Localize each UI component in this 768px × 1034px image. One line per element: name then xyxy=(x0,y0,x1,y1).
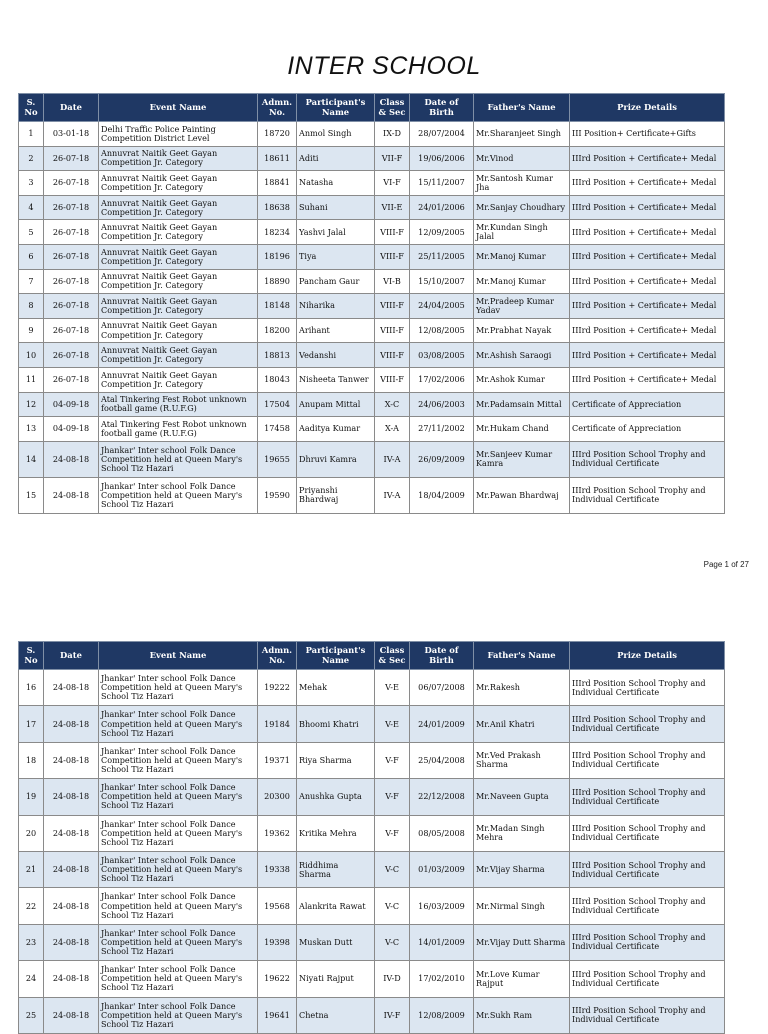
cell-father-name: Mr.Hukam Chand xyxy=(474,417,570,442)
cell-date-of-birth: 12/08/2009 xyxy=(410,997,474,1033)
cell-date-of-birth: 19/06/2006 xyxy=(410,146,474,171)
cell-date-of-birth: 22/12/2008 xyxy=(410,779,474,815)
cell-participant-name: Aditi xyxy=(297,146,375,171)
cell-participant-name: Aaditya Kumar xyxy=(297,417,375,442)
cell-admn-no: 19184 xyxy=(258,706,297,742)
cell-father-name: Mr.Ashok Kumar xyxy=(474,367,570,392)
cell-participant-name: Yashvi Jalal xyxy=(297,220,375,245)
table-row xyxy=(19,195,725,220)
cell-class-sec: IV-F xyxy=(375,997,410,1033)
cell-participant-name: Niyati Rajput xyxy=(297,961,375,997)
cell-sno: 25 xyxy=(19,997,44,1033)
cell-admn-no: 19338 xyxy=(258,851,297,887)
cell-date-of-birth: 15/11/2007 xyxy=(410,171,474,196)
cell-class-sec: IX-D xyxy=(375,122,410,147)
table-row xyxy=(19,294,725,319)
table-row xyxy=(19,441,725,477)
cell-participant-name: Alankrita Rawat xyxy=(297,888,375,924)
cell-prize-details: IIIrd Position + Certificate+ Medal xyxy=(570,244,725,269)
cell-admn-no: 19655 xyxy=(258,441,297,477)
cell-sno: 24 xyxy=(19,961,44,997)
table-row xyxy=(19,477,725,513)
cell-sno: 3 xyxy=(19,171,44,196)
table-header-row xyxy=(19,642,725,670)
cell-father-name: Mr.Kundan Singh Jalal xyxy=(474,220,570,245)
cell-participant-name: Riddhima Sharma xyxy=(297,851,375,887)
cell-date: 26-07-18 xyxy=(44,294,99,319)
header-date-of-birth: Date of Birth xyxy=(410,642,474,670)
cell-participant-name: Bhoomi Khatri xyxy=(297,706,375,742)
cell-class-sec: VIII-F xyxy=(375,294,410,319)
header-prize-details: Prize Details xyxy=(570,94,725,122)
cell-date: 26-07-18 xyxy=(44,367,99,392)
cell-sno: 18 xyxy=(19,742,44,778)
cell-father-name: Mr.Anil Khatri xyxy=(474,706,570,742)
cell-class-sec: V-C xyxy=(375,924,410,960)
cell-father-name: Mr.Vijay Dutt Sharma xyxy=(474,924,570,960)
header-father-name: Father's Name xyxy=(474,642,570,670)
cell-date-of-birth: 12/08/2005 xyxy=(410,318,474,343)
cell-event-name: Jhankar' Inter school Folk Dance Competition held at Queen Mary's School Tiz Hazari xyxy=(99,742,258,778)
cell-participant-name: Anmol Singh xyxy=(297,122,375,147)
table-row xyxy=(19,417,725,442)
header-event-name: Event Name xyxy=(99,94,258,122)
cell-admn-no: 18638 xyxy=(258,195,297,220)
cell-sno: 12 xyxy=(19,392,44,417)
cell-prize-details: IIIrd Position School Trophy and Individual Certificate xyxy=(570,924,725,960)
cell-father-name: Mr.Santosh Kumar Jha xyxy=(474,171,570,196)
cell-date: 26-07-18 xyxy=(44,195,99,220)
table-row xyxy=(19,997,725,1033)
table-row xyxy=(19,924,725,960)
header-participant-name: Participant's Name xyxy=(297,642,375,670)
cell-father-name: Mr.Pawan Bhardwaj xyxy=(474,477,570,513)
results-table-page-2 xyxy=(18,641,725,1034)
cell-date-of-birth: 03/08/2005 xyxy=(410,343,474,368)
cell-prize-details: IIIrd Position School Trophy and Individual Certificate xyxy=(570,888,725,924)
cell-admn-no: 18813 xyxy=(258,343,297,368)
cell-class-sec: VIII-F xyxy=(375,244,410,269)
cell-prize-details: IIIrd Position + Certificate+ Medal xyxy=(570,269,725,294)
cell-prize-details: IIIrd Position School Trophy and Individual Certificate xyxy=(570,997,725,1033)
cell-admn-no: 18148 xyxy=(258,294,297,319)
table-row xyxy=(19,779,725,815)
cell-admn-no: 19568 xyxy=(258,888,297,924)
header-prize-details: Prize Details xyxy=(570,642,725,670)
cell-participant-name: Niharika xyxy=(297,294,375,319)
cell-sno: 16 xyxy=(19,670,44,706)
table-row xyxy=(19,269,725,294)
cell-class-sec: V-C xyxy=(375,888,410,924)
table-row xyxy=(19,171,725,196)
cell-class-sec: VII-F xyxy=(375,146,410,171)
cell-class-sec: VIII-F xyxy=(375,343,410,368)
cell-father-name: Mr.Padamsain Mittal xyxy=(474,392,570,417)
cell-event-name: Atal Tinkering Fest Robot unknown football game (R.U.F.G) xyxy=(99,417,258,442)
cell-admn-no: 18720 xyxy=(258,122,297,147)
cell-class-sec: VIII-F xyxy=(375,220,410,245)
header-date-of-birth: Date of Birth xyxy=(410,94,474,122)
cell-date-of-birth: 24/04/2005 xyxy=(410,294,474,319)
cell-sno: 2 xyxy=(19,146,44,171)
cell-participant-name: Natasha xyxy=(297,171,375,196)
table-row xyxy=(19,367,725,392)
cell-event-name: Annuvrat Naitik Geet Gayan Competition Jr. Category xyxy=(99,195,258,220)
table-row xyxy=(19,392,725,417)
cell-prize-details: IIIrd Position + Certificate+ Medal xyxy=(570,318,725,343)
cell-sno: 21 xyxy=(19,851,44,887)
cell-event-name: Annuvrat Naitik Geet Gayan Competition Jr. Category xyxy=(99,318,258,343)
cell-date: 24-08-18 xyxy=(44,670,99,706)
cell-father-name: Mr.Rakesh xyxy=(474,670,570,706)
cell-prize-details: IIIrd Position School Trophy and Individual Certificate xyxy=(570,779,725,815)
cell-class-sec: V-F xyxy=(375,742,410,778)
cell-prize-details: IIIrd Position School Trophy and Individual Certificate xyxy=(570,815,725,851)
cell-sno: 5 xyxy=(19,220,44,245)
cell-participant-name: Arihant xyxy=(297,318,375,343)
cell-participant-name: Dhruvi Kamra xyxy=(297,441,375,477)
header-father-name: Father's Name xyxy=(474,94,570,122)
cell-admn-no: 18841 xyxy=(258,171,297,196)
cell-prize-details: IIIrd Position + Certificate+ Medal xyxy=(570,171,725,196)
cell-participant-name: Muskan Dutt xyxy=(297,924,375,960)
cell-father-name: Mr.Pradeep Kumar Yadav xyxy=(474,294,570,319)
cell-event-name: Jhankar' Inter school Folk Dance Competition held at Queen Mary's School Tiz Hazari xyxy=(99,670,258,706)
cell-date: 24-08-18 xyxy=(44,815,99,851)
cell-admn-no: 18611 xyxy=(258,146,297,171)
cell-class-sec: V-E xyxy=(375,706,410,742)
cell-event-name: Annuvrat Naitik Geet Gayan Competition Jr. Category xyxy=(99,343,258,368)
cell-participant-name: Suhani xyxy=(297,195,375,220)
cell-father-name: Mr.Manoj Kumar xyxy=(474,244,570,269)
cell-sno: 13 xyxy=(19,417,44,442)
cell-father-name: Mr.Prabhat Nayak xyxy=(474,318,570,343)
cell-event-name: Jhankar' Inter school Folk Dance Competition held at Queen Mary's School Tiz Hazari xyxy=(99,477,258,513)
cell-participant-name: Riya Sharma xyxy=(297,742,375,778)
cell-father-name: Mr.Manoj Kumar xyxy=(474,269,570,294)
table-row xyxy=(19,706,725,742)
cell-date: 26-07-18 xyxy=(44,244,99,269)
results-table-page-1 xyxy=(18,93,725,514)
cell-father-name: Mr.Madan Singh Mehra xyxy=(474,815,570,851)
table-row xyxy=(19,220,725,245)
table-body xyxy=(19,670,725,1034)
cell-class-sec: VII-E xyxy=(375,195,410,220)
cell-date: 26-07-18 xyxy=(44,343,99,368)
cell-event-name: Annuvrat Naitik Geet Gayan Competition Jr. Category xyxy=(99,146,258,171)
cell-date-of-birth: 15/10/2007 xyxy=(410,269,474,294)
cell-class-sec: V-F xyxy=(375,815,410,851)
cell-participant-name: Nisheeta Tanwer xyxy=(297,367,375,392)
cell-prize-details: IIIrd Position + Certificate+ Medal xyxy=(570,343,725,368)
cell-class-sec: IV-A xyxy=(375,441,410,477)
cell-date: 04-09-18 xyxy=(44,392,99,417)
cell-date-of-birth: 24/01/2009 xyxy=(410,706,474,742)
cell-date-of-birth: 25/04/2008 xyxy=(410,742,474,778)
cell-prize-details: IIIrd Position School Trophy and Individual Certificate xyxy=(570,477,725,513)
cell-class-sec: IV-D xyxy=(375,961,410,997)
cell-sno: 14 xyxy=(19,441,44,477)
header-event-name: Event Name xyxy=(99,642,258,670)
cell-prize-details: IIIrd Position + Certificate+ Medal xyxy=(570,195,725,220)
cell-sno: 23 xyxy=(19,924,44,960)
cell-prize-details: IIIrd Position School Trophy and Individual Certificate xyxy=(570,742,725,778)
cell-prize-details: IIIrd Position School Trophy and Individual Certificate xyxy=(570,961,725,997)
cell-admn-no: 18890 xyxy=(258,269,297,294)
cell-date-of-birth: 18/04/2009 xyxy=(410,477,474,513)
cell-participant-name: Kritika Mehra xyxy=(297,815,375,851)
cell-event-name: Jhankar' Inter school Folk Dance Competition held at Queen Mary's School Tiz Hazari xyxy=(99,706,258,742)
cell-date: 26-07-18 xyxy=(44,269,99,294)
cell-admn-no: 19222 xyxy=(258,670,297,706)
cell-participant-name: Anupam Mittal xyxy=(297,392,375,417)
cell-class-sec: VIII-F xyxy=(375,367,410,392)
cell-date: 24-08-18 xyxy=(44,997,99,1033)
cell-class-sec: X-C xyxy=(375,392,410,417)
cell-participant-name: Priyanshi Bhardwaj xyxy=(297,477,375,513)
cell-admn-no: 19362 xyxy=(258,815,297,851)
cell-admn-no: 18043 xyxy=(258,367,297,392)
cell-date-of-birth: 06/07/2008 xyxy=(410,670,474,706)
cell-sno: 11 xyxy=(19,367,44,392)
cell-class-sec: IV-A xyxy=(375,477,410,513)
cell-date: 26-07-18 xyxy=(44,318,99,343)
table-row xyxy=(19,146,725,171)
cell-father-name: Mr.Vinod xyxy=(474,146,570,171)
cell-admn-no: 18200 xyxy=(258,318,297,343)
cell-event-name: Jhankar' Inter school Folk Dance Competition held at Queen Mary's School Tiz Hazari xyxy=(99,851,258,887)
cell-date-of-birth: 12/09/2005 xyxy=(410,220,474,245)
cell-admn-no: 17504 xyxy=(258,392,297,417)
table-row xyxy=(19,961,725,997)
cell-event-name: Jhankar' Inter school Folk Dance Competition held at Queen Mary's School Tiz Hazari xyxy=(99,779,258,815)
cell-father-name: Mr.Sukh Ram xyxy=(474,997,570,1033)
header-admn-no: Admn. No. xyxy=(258,94,297,122)
cell-sno: 19 xyxy=(19,779,44,815)
cell-admn-no: 19590 xyxy=(258,477,297,513)
cell-date-of-birth: 08/05/2008 xyxy=(410,815,474,851)
cell-event-name: Jhankar' Inter school Folk Dance Competition held at Queen Mary's School Tiz Hazari xyxy=(99,815,258,851)
cell-sno: 20 xyxy=(19,815,44,851)
cell-date: 24-08-18 xyxy=(44,477,99,513)
cell-date-of-birth: 24/06/2003 xyxy=(410,392,474,417)
cell-date: 26-07-18 xyxy=(44,220,99,245)
cell-date: 24-08-18 xyxy=(44,742,99,778)
header-class-sec: Class & Sec xyxy=(375,94,410,122)
cell-event-name: Jhankar' Inter school Folk Dance Competition held at Queen Mary's School Tiz Hazari xyxy=(99,888,258,924)
cell-sno: 4 xyxy=(19,195,44,220)
cell-event-name: Jhankar' Inter school Folk Dance Competition held at Queen Mary's School Tiz Hazari xyxy=(99,441,258,477)
table-row xyxy=(19,815,725,851)
cell-participant-name: Mehak xyxy=(297,670,375,706)
page-number: Page 1 of 27 xyxy=(703,560,749,569)
cell-date: 26-07-18 xyxy=(44,171,99,196)
cell-prize-details: IIIrd Position School Trophy and Individual Certificate xyxy=(570,670,725,706)
table-row xyxy=(19,742,725,778)
header-sno: S. No xyxy=(19,94,44,122)
cell-sno: 9 xyxy=(19,318,44,343)
cell-admn-no: 19371 xyxy=(258,742,297,778)
cell-prize-details: IIIrd Position + Certificate+ Medal xyxy=(570,294,725,319)
cell-prize-details: IIIrd Position School Trophy and Individual Certificate xyxy=(570,706,725,742)
table-row xyxy=(19,343,725,368)
cell-admn-no: 19641 xyxy=(258,997,297,1033)
cell-admn-no: 18234 xyxy=(258,220,297,245)
cell-date-of-birth: 01/03/2009 xyxy=(410,851,474,887)
cell-date-of-birth: 28/07/2004 xyxy=(410,122,474,147)
cell-date-of-birth: 24/01/2006 xyxy=(410,195,474,220)
table-row xyxy=(19,670,725,706)
table-body xyxy=(19,122,725,514)
table-header-row xyxy=(19,94,725,122)
cell-date: 04-09-18 xyxy=(44,417,99,442)
cell-date-of-birth: 17/02/2006 xyxy=(410,367,474,392)
cell-prize-details: IIIrd Position + Certificate+ Medal xyxy=(570,367,725,392)
cell-father-name: Mr.Ved Prakash Sharma xyxy=(474,742,570,778)
cell-date: 24-08-18 xyxy=(44,888,99,924)
cell-prize-details: IIIrd Position + Certificate+ Medal xyxy=(570,146,725,171)
cell-date-of-birth: 17/02/2010 xyxy=(410,961,474,997)
cell-event-name: Delhi Traffic Police Painting Competition District Level xyxy=(99,122,258,147)
cell-father-name: Mr.Sharanjeet Singh xyxy=(474,122,570,147)
cell-admn-no: 19398 xyxy=(258,924,297,960)
cell-participant-name: Pancham Gaur xyxy=(297,269,375,294)
table-row xyxy=(19,888,725,924)
header-sno: S. No xyxy=(19,642,44,670)
cell-admn-no: 19622 xyxy=(258,961,297,997)
cell-class-sec: V-C xyxy=(375,851,410,887)
cell-father-name: Mr.Vijay Sharma xyxy=(474,851,570,887)
document-title: INTER SCHOOL xyxy=(287,52,481,80)
cell-sno: 8 xyxy=(19,294,44,319)
cell-participant-name: Vedanshi xyxy=(297,343,375,368)
cell-date: 03-01-18 xyxy=(44,122,99,147)
cell-date-of-birth: 27/11/2002 xyxy=(410,417,474,442)
table-row xyxy=(19,851,725,887)
cell-prize-details: IIIrd Position + Certificate+ Medal xyxy=(570,220,725,245)
cell-date: 24-08-18 xyxy=(44,961,99,997)
cell-class-sec: V-F xyxy=(375,779,410,815)
cell-class-sec: VI-F xyxy=(375,171,410,196)
cell-date: 24-08-18 xyxy=(44,851,99,887)
cell-participant-name: Chetna xyxy=(297,997,375,1033)
cell-date: 24-08-18 xyxy=(44,779,99,815)
cell-father-name: Mr.Naveen Gupta xyxy=(474,779,570,815)
cell-admn-no: 17458 xyxy=(258,417,297,442)
cell-event-name: Annuvrat Naitik Geet Gayan Competition Jr. Category xyxy=(99,367,258,392)
cell-event-name: Annuvrat Naitik Geet Gayan Competition Jr. Category xyxy=(99,269,258,294)
cell-sno: 15 xyxy=(19,477,44,513)
header-admn-no: Admn. No. xyxy=(258,642,297,670)
cell-prize-details: IIIrd Position School Trophy and Individual Certificate xyxy=(570,851,725,887)
cell-date: 24-08-18 xyxy=(44,924,99,960)
cell-event-name: Annuvrat Naitik Geet Gayan Competition Jr. Category xyxy=(99,220,258,245)
cell-event-name: Jhankar' Inter school Folk Dance Competition held at Queen Mary's School Tiz Hazari xyxy=(99,997,258,1033)
cell-date-of-birth: 25/11/2005 xyxy=(410,244,474,269)
cell-sno: 17 xyxy=(19,706,44,742)
cell-admn-no: 18196 xyxy=(258,244,297,269)
cell-date-of-birth: 16/03/2009 xyxy=(410,888,474,924)
cell-father-name: Mr.Love Kumar Rajput xyxy=(474,961,570,997)
cell-date-of-birth: 26/09/2009 xyxy=(410,441,474,477)
table-row xyxy=(19,122,725,147)
cell-prize-details: Certificate of Appreciation xyxy=(570,417,725,442)
header-participant-name: Participant's Name xyxy=(297,94,375,122)
cell-event-name: Jhankar' Inter school Folk Dance Competition held at Queen Mary's School Tiz Hazari xyxy=(99,924,258,960)
cell-sno: 10 xyxy=(19,343,44,368)
cell-date: 24-08-18 xyxy=(44,441,99,477)
cell-event-name: Annuvrat Naitik Geet Gayan Competition Jr. Category xyxy=(99,244,258,269)
cell-father-name: Mr.Sanjeev Kumar Kamra xyxy=(474,441,570,477)
table-row xyxy=(19,244,725,269)
cell-date: 26-07-18 xyxy=(44,146,99,171)
cell-class-sec: VI-B xyxy=(375,269,410,294)
cell-sno: 7 xyxy=(19,269,44,294)
cell-father-name: Mr.Sanjay Choudhary xyxy=(474,195,570,220)
cell-event-name: Annuvrat Naitik Geet Gayan Competition Jr. Category xyxy=(99,294,258,319)
cell-father-name: Mr.Nirmal Singh xyxy=(474,888,570,924)
header-class-sec: Class & Sec xyxy=(375,642,410,670)
cell-class-sec: X-A xyxy=(375,417,410,442)
table-row xyxy=(19,318,725,343)
cell-participant-name: Tiya xyxy=(297,244,375,269)
cell-admn-no: 20300 xyxy=(258,779,297,815)
cell-class-sec: VIII-F xyxy=(375,318,410,343)
cell-sno: 6 xyxy=(19,244,44,269)
cell-date: 24-08-18 xyxy=(44,706,99,742)
cell-prize-details: III Position+ Certificate+Gifts xyxy=(570,122,725,147)
cell-event-name: Annuvrat Naitik Geet Gayan Competition Jr. Category xyxy=(99,171,258,196)
cell-event-name: Atal Tinkering Fest Robot unknown football game (R.U.F.G) xyxy=(99,392,258,417)
cell-sno: 22 xyxy=(19,888,44,924)
cell-prize-details: IIIrd Position School Trophy and Individual Certificate xyxy=(570,441,725,477)
cell-participant-name: Anushka Gupta xyxy=(297,779,375,815)
header-date: Date xyxy=(44,642,99,670)
cell-prize-details: Certificate of Appreciation xyxy=(570,392,725,417)
cell-date-of-birth: 14/01/2009 xyxy=(410,924,474,960)
header-date: Date xyxy=(44,94,99,122)
cell-sno: 1 xyxy=(19,122,44,147)
cell-event-name: Jhankar' Inter school Folk Dance Competition held at Queen Mary's School Tiz Hazari xyxy=(99,961,258,997)
cell-father-name: Mr.Ashish Saraogi xyxy=(474,343,570,368)
cell-class-sec: V-E xyxy=(375,670,410,706)
